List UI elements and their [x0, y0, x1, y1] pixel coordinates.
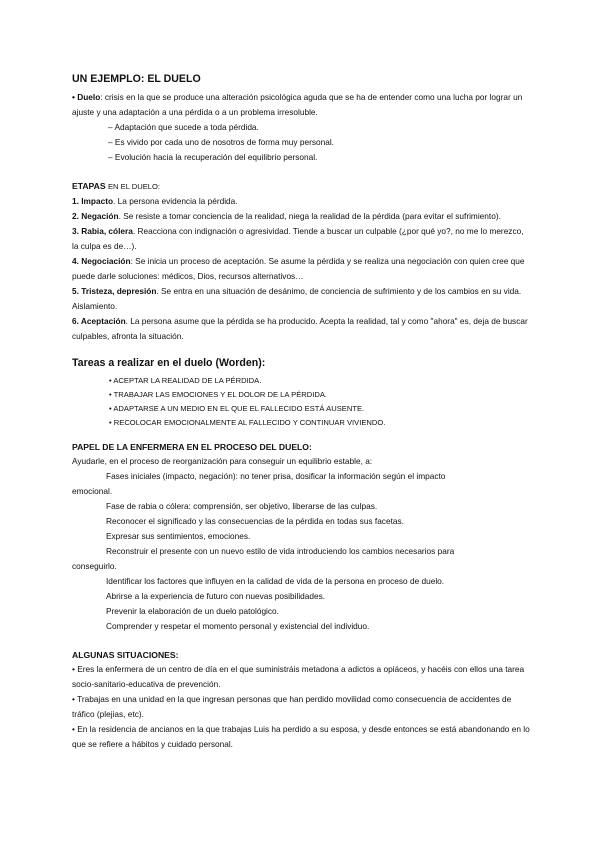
- etapa-item: [72, 284, 532, 314]
- papel-item: Identificar los factores que influyen en la calidad de vida de la persona en proceso de duelo.: [106, 576, 445, 586]
- papel-item: Prevenir la elaboración de un duelo patológico.: [106, 606, 279, 616]
- situacion-item: • En la residencia de ancianos en la que trabajas Luis ha perdido a su esposa, y desde entonces se está abandonando en lo que se refiere a hábitos y cuidado personal.: [72, 724, 530, 749]
- situaciones-title: ALGUNAS SITUACIONES:: [72, 650, 179, 660]
- tarea-item: • TRABAJAR LAS EMOCIONES Y EL DOLOR DE LA PÉRDIDA.: [109, 390, 328, 399]
- papel-item: Fases iniciales (impacto, negación): no tener prisa, dosificar la información según el impacto: [106, 471, 446, 481]
- tarea-item: • ACEPTAR LA REALIDAD DE LA PÉRDIDA.: [109, 376, 262, 385]
- etapa-text: . Se entra en una situación de desánimo, de conciencia de sufrimiento y de los cambios en su vida. Aislamiento.: [72, 286, 522, 311]
- papel-intro: Ayudarle, en el proceso de reorganización para conseguir un equilibrio estable, a:: [72, 456, 373, 466]
- duelo-point: – Es vivido por cada uno de nosotros de forma muy personal.: [108, 137, 334, 147]
- etapa-item: [72, 194, 532, 209]
- etapa-label: 5. Tristeza, depresión: [72, 286, 157, 296]
- duelo-point: – Adaptación que sucede a toda pérdida.: [108, 122, 259, 132]
- duelo-point: – Evolución hacia la recuperación del equilibrio personal.: [108, 152, 318, 162]
- papel-title: PAPEL DE LA ENFERMERA EN EL PROCESO DEL DUELO:: [72, 442, 312, 452]
- etapas-title-main: ETAPAS: [72, 181, 106, 191]
- section-title-duelo: UN EJEMPLO: EL DUELO: [72, 73, 201, 85]
- etapa-label: 3. Rabia, cólera: [72, 226, 133, 236]
- etapa-item: [72, 314, 532, 344]
- etapa-text: : Se inicia un proceso de aceptación. Se asume la pérdida y se realiza una negociación con quien cree que puede darle soluciones: médicos, Dios, recursos alternativos…: [72, 256, 525, 281]
- tareas-title: Tareas a realizar en el duelo (Worden):: [72, 357, 266, 369]
- etapa-label: 2. Negación: [72, 211, 119, 221]
- papel-item: Fase de rabia o cólera: comprensión, ser objetivo, liberarse de las culpas.: [106, 501, 378, 511]
- papel-item: Reconocer el significado y las consecuencias de la pérdida en todas sus facetas.: [106, 516, 404, 526]
- duelo-definition-text: : crisis en la que se produce una alteración psicológica aguda que se ha de entender como una lucha por lograr un ajuste y una adaptación a una pérdida o a un problema irresoluble.: [72, 92, 523, 117]
- papel-item-continuation: conseguirlo.: [72, 561, 117, 571]
- etapas-title: [72, 179, 532, 194]
- etapa-item: [72, 209, 532, 224]
- situacion-item: • Eres la enfermera de un centro de día en el que suministráis metadona a adictos a opiáceos, y hacéis con ellos una tarea socio-sanitario-educativa de prevención.: [72, 664, 525, 689]
- etapa-item: [72, 224, 532, 254]
- duelo-label: • Duelo: [72, 92, 101, 102]
- etapa-text: . La persona asume que la pérdida se ha producido. Acepta la realidad, tal y como "ahora" es, deja de buscar culpables, afronta la situación.: [72, 316, 528, 341]
- papel-item-continuation: emocional.: [72, 486, 113, 496]
- etapa-label: 6. Aceptación: [72, 316, 126, 326]
- papel-item: Abrirse a la experiencia de futuro con nuevas posibilidades.: [106, 591, 326, 601]
- etapas-title-small: EN EL DUELO:: [107, 182, 161, 191]
- etapa-label: 1. Impacto: [72, 196, 114, 206]
- etapa-text: . Reacciona con indignación o agresividad. Tiende a buscar un culpable (¿por qué yo?, no me lo merezco, la culpa es de…).: [72, 226, 524, 251]
- etapa-text: . Se resiste a tomar conciencia de la realidad, niega la realidad de la pérdida (para evitar el sufrimiento).: [118, 211, 501, 221]
- tarea-item: • ADAPTARSE A UN MEDIO EN EL QUE EL FALLECIDO ESTÁ AUSENTE.: [109, 404, 365, 413]
- papel-item: Reconstruir el presente con un nuevo estilo de vida introduciendo los cambios necesarios para: [106, 546, 455, 556]
- papel-item: Comprender y respetar el momento personal y existencial del individuo.: [106, 621, 370, 631]
- tarea-item: • RECOLOCAR EMOCIONALMENTE AL FALLECIDO Y CONTINUAR VIVIENDO.: [109, 418, 386, 427]
- situacion-item: • Trabajas en una unidad en la que ingresan personas que han perdido movilidad como consecuencia de accidentes de tráfico (plejias, etc).: [72, 694, 512, 719]
- papel-item: Expresar sus sentimientos, emociones.: [106, 531, 251, 541]
- duelo-definition: [72, 90, 532, 120]
- etapa-item: [72, 254, 532, 284]
- etapa-text: . La persona evidencia la pérdida.: [113, 196, 238, 206]
- etapa-label: 4. Negociación: [72, 256, 131, 266]
- document-page: [72, 72, 532, 752]
